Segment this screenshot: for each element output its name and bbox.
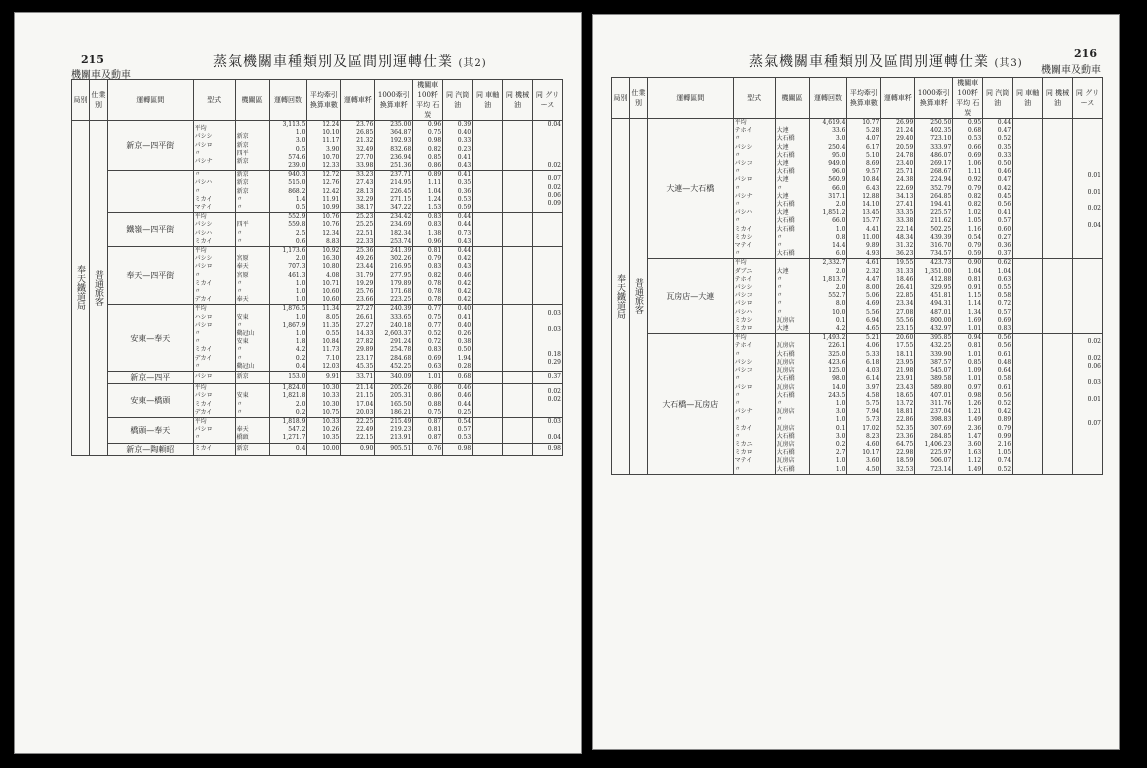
axle-oil-cell (473, 121, 503, 171)
left-section-header: 機關車及動車 (71, 70, 131, 81)
car-cell: 4.61 2.32 4.47 8.00 5.06 4.69 5.56 6.94 4.65 (847, 259, 881, 334)
left-page-title (213, 51, 487, 71)
km-cell: 26.99 21.24 29.40 20.59 24.78 23.40 25.71 24.38 22.69 34.13 27.41 33.35 33.38 22.14 48.34 31.32 36.23 (881, 119, 915, 259)
route-section-name: 新京—四平街 (107, 121, 193, 171)
cylinder-oil-cell: 0.41 0.35 0.36 0.53 0.59 (443, 171, 473, 213)
depot-cell: 新京 新京 四平 新京 (235, 121, 269, 171)
coal-cell: 0.83 0.83 1.38 0.96 (413, 213, 443, 247)
type-cell: 平均 テホイ 〃 パシシ パシコ 〃 パシロ 〃 〃 パシナ 〃 ミカイ 〃 ミカニ ミカロ マテイ 〃 (733, 334, 775, 474)
runs-cell: 1,173.6 2.0 707.3 461.3 1.0 1.0 1.0 (269, 247, 307, 305)
car-cell: 5.21 4.06 5.33 6.18 4.03 6.14 3.97 4.58 5.75 7.94 5.73 17.02 8.23 4.60 10.17 3.60 4.50 (847, 334, 881, 474)
k1000-cell: 250.50 402.35 723.10 333.97 486.07 269.17 268.67 224.94 352.79 264.85 194.41 225.57 211.62 502.25 439.39 316.70 734.57 (915, 119, 953, 259)
grease-cell: 0.37 (532, 372, 562, 384)
col-header: 仕業別 (89, 80, 107, 121)
cylinder-oil-cell: 0.44 0.47 0.52 0.35 0.33 0.50 0.46 0.47 0.42 0.45 0.56 0.41 0.57 0.60 0.27 0.36 0.37 (983, 119, 1013, 259)
k1000-cell: 340.09 (375, 372, 413, 384)
axle-oil-cell (1013, 334, 1043, 474)
section-row (72, 443, 563, 455)
car-cell: 10.76 10.76 12.34 8.83 (307, 213, 341, 247)
col-header: 運轉區間 (107, 80, 193, 121)
right-header-row (612, 78, 1103, 119)
axle-oil-cell (473, 213, 503, 247)
type-cell: 平均 パシロ 〃 (193, 417, 235, 443)
cylinder-oil-cell: 0.39 0.40 0.33 0.23 0.41 0.43 (443, 121, 473, 171)
runs-cell: 940.3 515.0 868.2 1.4 0.5 (269, 171, 307, 213)
bureau-label: 奉天鐵道局 (612, 119, 630, 475)
car-cell: 12.24 10.10 11.17 3.90 10.70 12.33 (307, 121, 341, 171)
grease-cell: 0.07 0.02 0.06 0.09 (532, 171, 562, 213)
depot-cell: 新京 (235, 372, 269, 384)
km-cell: 33.71 (341, 372, 375, 384)
k1000-cell: 905.51 (375, 443, 413, 455)
right-title-part: (其3) (994, 58, 1023, 69)
machine-oil-cell (503, 372, 533, 384)
axle-oil-cell (473, 305, 503, 372)
grease-cell: 0.03 0.04 (532, 417, 562, 443)
car-cell: 11.34 8.05 11.35 0.55 10.84 11.73 7.10 12.03 (307, 305, 341, 372)
col-header: 平均牽引換算車數 (847, 78, 881, 119)
km-cell: 33.23 27.43 28.13 32.29 38.17 (341, 171, 375, 213)
right-page-number: 216 (1074, 47, 1097, 60)
k1000-cell: 395.85 432.25 339.90 387.57 545.07 389.58 589.80 407.01 311.76 237.04 398.83 307.69 284.85 1,406.23 225.97 506.07 723.14 (915, 334, 953, 474)
car-cell: 10.33 10.26 10.35 (307, 417, 341, 443)
route-section-name: 大石橋—瓦房店 (647, 334, 733, 474)
col-header: 機關區 (775, 78, 809, 119)
type-cell: 平均 パシロ ミカイ デカイ (193, 384, 235, 418)
k1000-cell: 423.73 1,351.00 412.88 329.95 451.81 494.31 487.01 800.00 432.97 (915, 259, 953, 334)
axle-oil-cell (473, 171, 503, 213)
col-header: 同 車軸油 (1013, 78, 1043, 119)
depot-cell: 新京 新京 新京 〃 〃 (235, 171, 269, 213)
left-title-text: 蒸氣機關車種類別及區間別運轉仕業 (213, 54, 453, 70)
right-title-text: 蒸氣機關車種類別及區間別運轉仕業 (749, 54, 989, 70)
col-header: 機關車100粁平均 石炭 (953, 78, 983, 119)
grease-cell (532, 213, 562, 247)
runs-cell: 1,493.2 226.1 325.0 423.6 125.0 98.0 14.0 243.5 1.0 3.0 1.0 0.1 3.0 0.2 2.7 1.0 1.0 (809, 334, 847, 474)
col-header: 平均牽引換算車數 (307, 80, 341, 121)
right-data-table (611, 77, 1103, 475)
service-type-label: 普通旅客 (89, 121, 107, 456)
km-cell: 21.14 21.15 17.04 20.03 (341, 384, 375, 418)
km-cell: 0.90 (341, 443, 375, 455)
col-header: 仕業別 (629, 78, 647, 119)
car-cell: 10.77 5.28 4.07 6.17 5.10 8.69 9.57 10.84 6.43 12.88 14.10 13.45 15.77 4.41 11.00 9.89 4.93 (847, 119, 881, 259)
route-section-name: 新京—陶頼昭 (107, 443, 193, 455)
section-row (72, 417, 563, 443)
runs-cell: 153.0 (269, 372, 307, 384)
machine-oil-cell (1043, 334, 1073, 474)
section-row (612, 119, 1103, 259)
section-row (612, 334, 1103, 474)
cylinder-oil-cell: 0.44 0.44 0.73 0.43 (443, 213, 473, 247)
car-cell: 10.30 10.33 10.30 10.75 (307, 384, 341, 418)
type-cell: 平均 パシシ パシハ ミカイ (193, 213, 235, 247)
machine-oil-cell (503, 305, 533, 372)
left-title-part: (其2) (458, 58, 487, 69)
left-data-table (71, 79, 563, 456)
col-header: 同 汽筒油 (983, 78, 1013, 119)
k1000-cell: 205.26 205.31 165.50 186.21 (375, 384, 413, 418)
grease-cell: 0.02 0.02 (532, 384, 562, 418)
col-header: 同 汽筒油 (443, 80, 473, 121)
depot-cell: 安東 〃 鷄冠山 安東 〃 〃 鷄冠山 (235, 305, 269, 372)
route-section-name: 新京—四平 (107, 372, 193, 384)
depot-cell: 四平 〃 〃 (235, 213, 269, 247)
car-cell: 10.00 (307, 443, 341, 455)
machine-oil-cell (503, 121, 533, 171)
col-header: 1000牽引換算車粁 (915, 78, 953, 119)
section-row (72, 213, 563, 247)
coal-cell: 1.01 (413, 372, 443, 384)
col-header: 運轉車粁 (341, 80, 375, 121)
col-header: 運轉回数 (809, 78, 847, 119)
service-type-label: 普通旅客 (629, 119, 647, 475)
grease-cell: 0.02 0.02 0.06 0.03 0.01 0.07 (1072, 334, 1102, 474)
axle-oil-cell (1013, 119, 1043, 259)
k1000-cell: 215.49 219.23 213.91 (375, 417, 413, 443)
route-section-name: 瓦房店—大連 (647, 259, 733, 334)
type-cell: 〃 パシハ 〃 ミカイ マテイ (193, 171, 235, 213)
car-cell: 9.91 (307, 372, 341, 384)
depot-cell: 大連 〃 〃 〃 〃 〃 瓦房店 大連 (775, 259, 809, 334)
k1000-cell: 241.39 302.26 216.95 277.95 179.89 171.68 223.25 (375, 247, 413, 305)
coal-cell: 0.89 1.11 1.04 1.24 1.53 (413, 171, 443, 213)
coal-cell: 0.77 0.75 0.77 0.52 0.72 0.83 0.69 0.63 (413, 305, 443, 372)
runs-cell: 1,824.0 1,821.8 2.0 0.2 (269, 384, 307, 418)
grease-cell (1072, 259, 1102, 334)
machine-oil-cell (503, 417, 533, 443)
col-header: 局別 (72, 80, 90, 121)
km-cell: 25.23 25.25 22.51 22.33 (341, 213, 375, 247)
cylinder-oil-cell: 0.98 (443, 443, 473, 455)
machine-oil-cell (503, 171, 533, 213)
runs-cell: 1,818.9 547.2 1,271.7 (269, 417, 307, 443)
k1000-cell: 234.42 234.69 182.34 253.74 (375, 213, 413, 247)
car-cell: 10.92 16.30 10.80 4.08 10.71 10.60 10.60 (307, 247, 341, 305)
km-cell: 23.76 26.85 21.32 32.49 27.70 33.98 (341, 121, 375, 171)
runs-cell: 552.9 559.8 2.5 0.6 (269, 213, 307, 247)
depot-cell: 宮原 奉天 宮原 〃 〃 奉天 (235, 247, 269, 305)
coal-cell: 0.86 0.86 0.88 0.75 (413, 384, 443, 418)
section-row (72, 247, 563, 305)
col-header: 同 機械油 (1043, 78, 1073, 119)
machine-oil-cell (503, 213, 533, 247)
left-header-row (72, 80, 563, 121)
grease-cell: 0.01 0.01 0.02 0.04 (1072, 119, 1102, 259)
col-header: 運轉回数 (269, 80, 307, 121)
km-cell: 19.55 31.33 18.46 26.41 22.85 23.34 27.08 55.56 23.15 (881, 259, 915, 334)
cylinder-oil-cell: 0.46 0.46 0.44 0.25 (443, 384, 473, 418)
machine-oil-cell (503, 247, 533, 305)
route-section-name: 安東—奉天 (107, 305, 193, 372)
section-row (72, 121, 563, 171)
car-cell: 12.72 12.76 12.42 11.91 10.99 (307, 171, 341, 213)
section-row (72, 171, 563, 213)
runs-cell: 0.4 (269, 443, 307, 455)
section-row (612, 259, 1103, 334)
section-row (72, 384, 563, 418)
cylinder-oil-cell: 0.40 0.41 0.40 0.26 0.38 0.50 1.94 0.28 (443, 305, 473, 372)
right-page (592, 14, 1120, 750)
axle-oil-cell (473, 384, 503, 418)
axle-oil-cell (1013, 259, 1043, 334)
coal-cell: 0.95 0.68 0.53 0.66 0.69 1.06 1.11 0.92 0.79 0.82 0.82 1.02 1.05 1.16 0.54 0.79 0.59 (953, 119, 983, 259)
coal-cell: 0.81 0.79 0.83 0.82 0.78 0.78 0.78 (413, 247, 443, 305)
grease-cell (532, 247, 562, 305)
axle-oil-cell (473, 372, 503, 384)
col-header: 機關車100粁平均 石炭 (413, 80, 443, 121)
depot-cell: 安東 〃 〃 (235, 384, 269, 418)
col-header: 運轉區間 (647, 78, 733, 119)
bureau-label: 奉天鐵道局 (72, 121, 90, 456)
runs-cell: 1,876.5 1.0 1,867.9 1.0 1.8 4.2 0.2 0.4 (269, 305, 307, 372)
machine-oil-cell (503, 443, 533, 455)
route-section-name: 橋頭—奉天 (107, 417, 193, 443)
cylinder-oil-cell: 0.56 0.56 0.61 0.48 0.64 0.58 0.61 0.56 0.52 0.42 0.89 0.79 0.99 2.16 1.05 0.74 0.52 (983, 334, 1013, 474)
type-cell: 平均 テホイ 〃 パシシ 〃 パシコ 〃 パシロ 〃 パシナ 〃 パシハ 〃 ミカイ ミカシ マテイ 〃 (733, 119, 775, 259)
depot-cell: 新京 (235, 443, 269, 455)
cylinder-oil-cell: 0.62 1.04 0.63 0.55 0.58 0.72 0.57 0.69 0.83 (983, 259, 1013, 334)
left-page (14, 12, 582, 754)
coal-cell: 0.94 0.81 1.01 0.85 1.09 1.01 0.97 0.98 1.26 1.21 1.49 2.36 1.47 3.60 1.63 1.12 1.49 (953, 334, 983, 474)
section-row (72, 372, 563, 384)
axle-oil-cell (473, 417, 503, 443)
route-section-name: 奉天—四平街 (107, 247, 193, 305)
coal-cell: 0.87 0.81 0.87 (413, 417, 443, 443)
machine-oil-cell (503, 384, 533, 418)
col-header: 型式 (193, 80, 235, 121)
col-header: 局別 (612, 78, 630, 119)
col-header: 同 グリース (1072, 78, 1102, 119)
depot-cell: 奉天 橋頭 (235, 417, 269, 443)
axle-oil-cell (473, 443, 503, 455)
k1000-cell: 235.00 364.87 192.93 832.68 236.94 251.36 (375, 121, 413, 171)
type-cell: 平均 ダブニ テホイ パシシ パシコ パシロ パシハ ミカシ ミカロ (733, 259, 775, 334)
right-section-header: 機關車及動車 (1041, 65, 1101, 76)
grease-cell: 0.03 0.03 0.18 0.29 (532, 305, 562, 372)
k1000-cell: 237.71 214.95 226.45 271.15 347.22 (375, 171, 413, 213)
col-header: 同 車軸油 (473, 80, 503, 121)
col-header: 同 機械油 (503, 80, 533, 121)
coal-cell: 0.76 (413, 443, 443, 455)
col-header: 型式 (733, 78, 775, 119)
runs-cell: 3,113.5 1.0 3.0 0.5 574.6 239.0 (269, 121, 307, 171)
col-header: 同 グリース (532, 80, 562, 121)
route-section-name: 大連—大石橋 (647, 119, 733, 259)
machine-oil-cell (1043, 119, 1073, 259)
machine-oil-cell (1043, 259, 1073, 334)
runs-cell: 4,619.4 33.6 3.0 250.4 95.0 949.0 96.0 560.9 66.0 317.1 2.0 1,851.2 66.0 1.0 0.8 14.4 6.0 (809, 119, 847, 259)
type-cell: ミカイ (193, 443, 235, 455)
col-header: 機關區 (235, 80, 269, 121)
cylinder-oil-cell: 0.68 (443, 372, 473, 384)
route-section-name (107, 171, 193, 213)
depot-cell: 大連 大石橋 大連 大石橋 大連 大石橋 大連 〃 大連 大石橋 大連 大石橋 大石橋 〃 〃 大石橋 (775, 119, 809, 259)
coal-cell: 0.96 0.75 0.98 0.82 0.85 0.86 (413, 121, 443, 171)
km-cell: 25.36 49.26 23.44 31.79 19.29 25.76 23.66 (341, 247, 375, 305)
col-header: 1000牽引換算車粁 (375, 80, 413, 121)
grease-cell: 0.04 0.02 (532, 121, 562, 171)
type-cell: 平均 パシシ パシロ 〃 ミカイ 〃 デカイ (193, 247, 235, 305)
cylinder-oil-cell: 0.54 0.57 0.53 (443, 417, 473, 443)
runs-cell: 2,332.7 2.0 1,813.7 2.0 552.7 8.0 10.0 0.1 4.2 (809, 259, 847, 334)
km-cell: 20.60 17.55 18.11 23.95 21.98 23.91 23.43 18.65 13.72 18.81 22.86 52.35 23.36 64.75 22.98 18.59 32.53 (881, 334, 915, 474)
left-page-number: 215 (81, 53, 104, 66)
type-cell: 平均 パシシ パシロ 〃 パシナ (193, 121, 235, 171)
type-cell: 平均 ハシロ パシロ 〃 〃 ミカイ デカイ 〃 (193, 305, 235, 372)
type-cell: パシロ (193, 372, 235, 384)
km-cell: 27.27 26.61 27.27 14.33 27.82 29.89 23.17 45.35 (341, 305, 375, 372)
coal-cell: 0.90 1.04 0.81 0.91 1.15 1.14 1.34 1.69 1.01 (953, 259, 983, 334)
axle-oil-cell (473, 247, 503, 305)
grease-cell: 0.98 (532, 443, 562, 455)
km-cell: 22.25 22.49 22.15 (341, 417, 375, 443)
right-page-title (749, 51, 1023, 71)
col-header: 運轉車粁 (881, 78, 915, 119)
cylinder-oil-cell: 0.44 0.42 0.43 0.46 0.42 0.42 0.42 (443, 247, 473, 305)
k1000-cell: 240.39 333.65 240.18 2,603.37 291.24 254.78 284.68 452.25 (375, 305, 413, 372)
route-section-name: 鐵嶺—四平街 (107, 213, 193, 247)
depot-cell: 瓦房店 大石橋 瓦房店 瓦房店 大石橋 瓦房店 大石橋 〃 瓦房店 〃 瓦房店 大石橋 瓦房店 大石橋 瓦房店 大石橋 (775, 334, 809, 474)
route-section-name: 安東—橋頭 (107, 384, 193, 418)
section-row (72, 305, 563, 372)
